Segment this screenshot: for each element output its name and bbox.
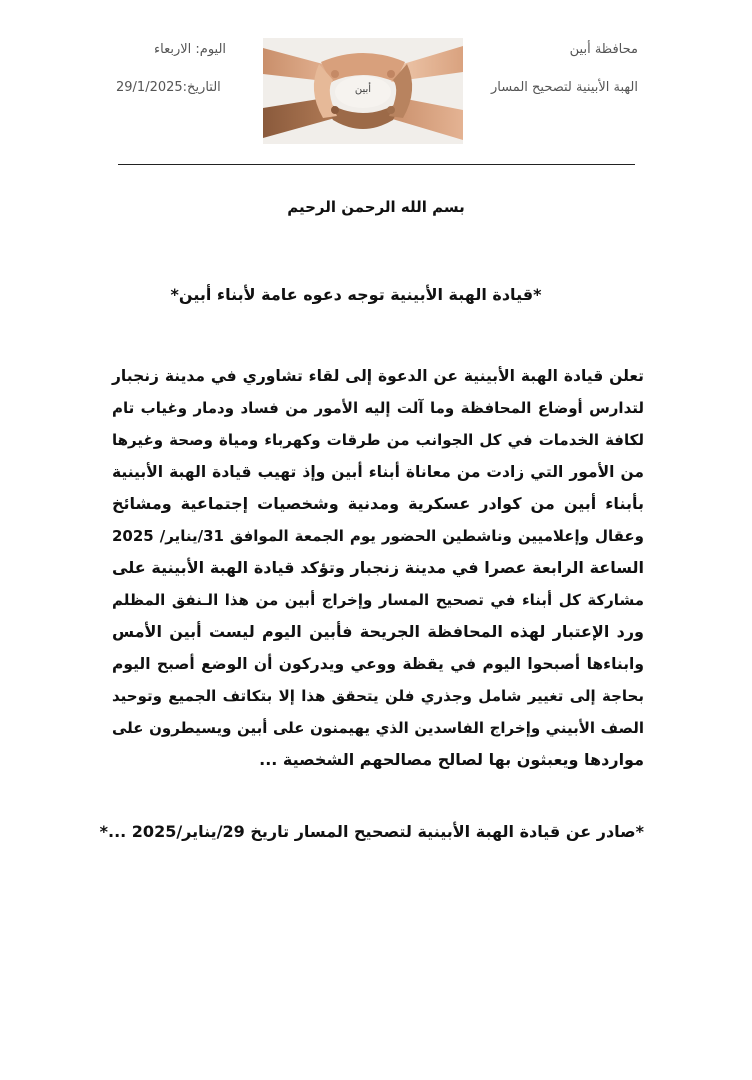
body-line: الصف الأبيني وإخراج الفاسدين الذي يهيمنون على أبين ويسيطرون على: [112, 719, 644, 737]
body-line: وعقال وإعلاميين وناشطين الحضور يوم الجمعة الموافق 31/يناير/ 2025: [112, 527, 644, 545]
body-line: ورد الإعتبار لهذه المحافظة الجريحة فأبين اليوم ليست أبين الأمس: [112, 622, 644, 641]
body-line: بحاجة إلى تغيير شامل وجذري فلن يتحقق هذا إلا بتكاتف الجميع وتوحيد: [112, 687, 644, 705]
body-line: تعلن قيادة الهبة الأبينية عن الدعوة إلى لقاء تشاوري في مدينة زنجبار: [112, 367, 644, 385]
announcement-body: [112, 360, 644, 776]
date-label: التاريخ:29/1/2025: [116, 80, 221, 95]
announcement-title: *قيادة الهبة الأبينية توجه دعوه عامة لأبناء أبين*: [170, 285, 542, 304]
issued-by-footer: *صادر عن قيادة الهبة الأبينية لتصحيح المسار تاريخ 29/يناير/2025 ...*: [99, 822, 644, 841]
basmala: بسم الله الرحمن الرحيم: [287, 198, 465, 216]
body-line: لتدارس أوضاع المحافظة وما آلت إليه الأمور من فساد ودمار وغياب تام: [112, 399, 644, 417]
header-divider: [118, 164, 635, 165]
body-line: الساعة الرابعة عصرا في مدينة زنجبار وتؤكد قيادة الهبة الأبينية على: [112, 558, 644, 577]
linked-hands-icon: [263, 38, 463, 144]
body-line: لكافة الخدمات في كل الجوانب من طرقات وكهرباء ومياة وصحة وغيرها: [112, 431, 644, 449]
logo-caption: أبين: [354, 84, 372, 95]
day-label: اليوم: الاربعاء: [154, 42, 227, 57]
body-line: مشاركة كل أبناء في تصحيح المسار وإخراج أبين من هذا الـنفق المظلم: [112, 591, 644, 609]
body-line: مواردها ويعبثون بها لصالح مصالحهم الشخصية ...: [259, 750, 644, 769]
governorate-label: محافظة أبين: [569, 42, 638, 57]
body-line: وابناءها أصبحوا اليوم في يقظة ووعي ويدركون أن الوضع أصبح اليوم: [112, 655, 644, 673]
body-line: من الأمور التي زادت من معاناة أبناء أبين وإذ تهيب قيادة الهبة الأبينية: [112, 463, 644, 481]
body-line: بأبناء أبين من كوادر عسكرية ومدنية وشخصيات إجتماعية ومشائخ: [112, 494, 644, 513]
organization-label: الهبة الأبينية لتصحيح المسار: [490, 80, 638, 95]
